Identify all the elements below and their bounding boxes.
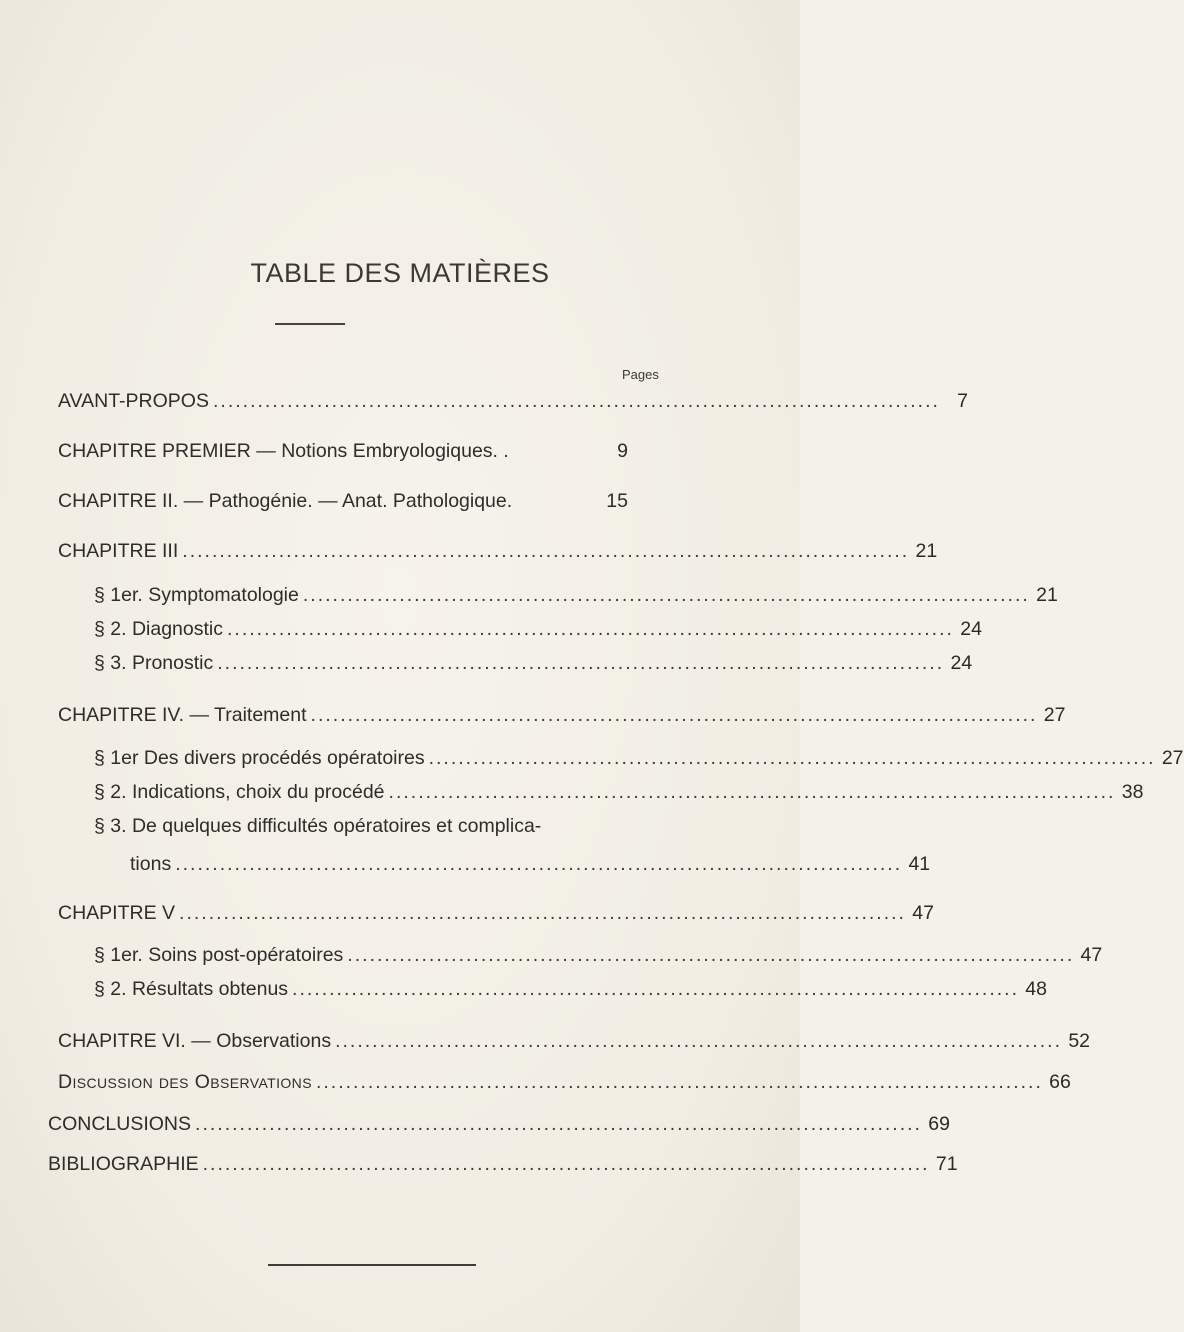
dot-leader: .................................................................................................. bbox=[302, 584, 1030, 606]
toc-entry-label: CHAPITRE VI. — Observations bbox=[58, 1030, 332, 1052]
toc-entry-page: 47 bbox=[912, 902, 934, 924]
toc-entry-label: § 1er. Soins post-opératoires bbox=[94, 944, 344, 966]
dot-leader: .................................................................................................. bbox=[175, 853, 903, 875]
toc-entry-page: 47 bbox=[1080, 944, 1103, 966]
toc-entry bbox=[58, 901, 934, 925]
dot-leader: .................................................................................................. bbox=[428, 747, 1156, 769]
toc-entry-label: CHAPITRE IV. — Traitement bbox=[58, 704, 307, 726]
toc-entry bbox=[58, 389, 968, 413]
toc-entry-label: § 3. De quelques difficultés opératoires et complica- bbox=[94, 815, 542, 837]
toc-entry-label: § 3. Pronostic bbox=[94, 652, 214, 674]
toc-entry-page: 38 bbox=[1121, 781, 1144, 803]
toc-entry bbox=[58, 539, 938, 563]
dot-leader: .................................................................................................. bbox=[315, 1071, 1043, 1093]
toc-entry-page: 66 bbox=[1049, 1071, 1071, 1093]
toc-entry-label: AVANT-PROPOS bbox=[58, 390, 209, 412]
toc-entry-label: § 1er Des divers procédés opératoires bbox=[94, 747, 425, 769]
toc-entry-page: 7 bbox=[957, 390, 968, 412]
toc-entry-label: CHAPITRE III bbox=[58, 540, 179, 562]
dot-leader: .................................................................................................. bbox=[388, 781, 1116, 803]
toc-entry-page: 9 bbox=[617, 440, 628, 462]
dot-leader: .................................................................................................. bbox=[310, 704, 1038, 726]
toc-entry-page: 21 bbox=[1036, 584, 1058, 606]
toc-entry-continuation bbox=[130, 852, 931, 876]
toc-entry-page: 24 bbox=[950, 652, 973, 674]
dot-leader: .................................................................................................. bbox=[217, 652, 945, 674]
toc-entry bbox=[94, 651, 973, 675]
dot-leader: .................................................................................................. bbox=[335, 1030, 1063, 1052]
dot-leader: .................................................................................................. bbox=[195, 1113, 922, 1135]
dot-leader: .................................................................................................. bbox=[292, 978, 1019, 1000]
toc-entry-page: 24 bbox=[960, 618, 982, 640]
toc-entry-page: 15 bbox=[606, 490, 628, 512]
dot-leader: .................................................................................................. bbox=[212, 390, 940, 412]
toc-entry bbox=[94, 617, 982, 641]
page-title: TABLE DES MATIÈRES bbox=[250, 258, 550, 288]
toc-entry-page: 27 bbox=[1161, 747, 1184, 769]
toc-entry bbox=[58, 489, 628, 513]
toc-entry bbox=[94, 583, 1058, 607]
toc-entry-label: § 2. Indications, choix du procédé bbox=[94, 781, 385, 803]
toc-entry-label: § 1er. Symptomatologie bbox=[94, 584, 299, 606]
toc-entry-page: 52 bbox=[1068, 1030, 1091, 1052]
toc-entry-label: § 2. Résultats obtenus bbox=[94, 978, 289, 1000]
toc-entry bbox=[94, 746, 1184, 770]
toc-entry bbox=[58, 703, 1066, 727]
toc-entry-label: tions bbox=[130, 853, 172, 875]
bottom-divider bbox=[268, 1264, 476, 1266]
toc-entry-page: 69 bbox=[928, 1113, 950, 1135]
pages-column-label: Pages bbox=[622, 367, 659, 382]
toc-entry bbox=[94, 780, 1144, 804]
dot-leader: .................................................................................................. bbox=[227, 618, 954, 640]
toc-entry-label: CHAPITRE PREMIER — Notions Embryologiques. . bbox=[58, 440, 509, 462]
toc-entry bbox=[94, 943, 1103, 967]
toc-entry-label: CHAPITRE II. — Pathogénie. — Anat. Pathologique. bbox=[58, 490, 513, 512]
dot-leader: .................................................................................................. bbox=[347, 944, 1075, 966]
dot-leader: .................................................................................................. bbox=[202, 1153, 930, 1175]
toc-entry-label: BIBLIOGRAPHIE bbox=[48, 1153, 199, 1175]
toc-entry-page: 48 bbox=[1025, 978, 1047, 1000]
toc-entry bbox=[94, 977, 1047, 1001]
toc-entry bbox=[58, 439, 628, 463]
toc-entry-label: Discussion des Observations bbox=[58, 1071, 312, 1093]
toc-entry-label: CONCLUSIONS bbox=[48, 1113, 192, 1135]
dot-leader: .................................................................................................. bbox=[182, 540, 910, 562]
dot-leader: .................................................................................................. bbox=[179, 902, 906, 924]
toc-entry-page: 41 bbox=[908, 853, 931, 875]
toc-entry bbox=[48, 1112, 950, 1136]
toc-entry bbox=[58, 1029, 1091, 1053]
toc-entry-page: 21 bbox=[915, 540, 938, 562]
toc-entry bbox=[58, 1070, 1071, 1094]
toc-entry-label: CHAPITRE V bbox=[58, 902, 176, 924]
toc-entry bbox=[94, 814, 628, 838]
toc-entry-label: § 2. Diagnostic bbox=[94, 618, 223, 640]
toc-entry-page: 71 bbox=[935, 1153, 958, 1175]
toc-entry bbox=[48, 1152, 958, 1176]
toc-entry-page: 27 bbox=[1043, 704, 1066, 726]
